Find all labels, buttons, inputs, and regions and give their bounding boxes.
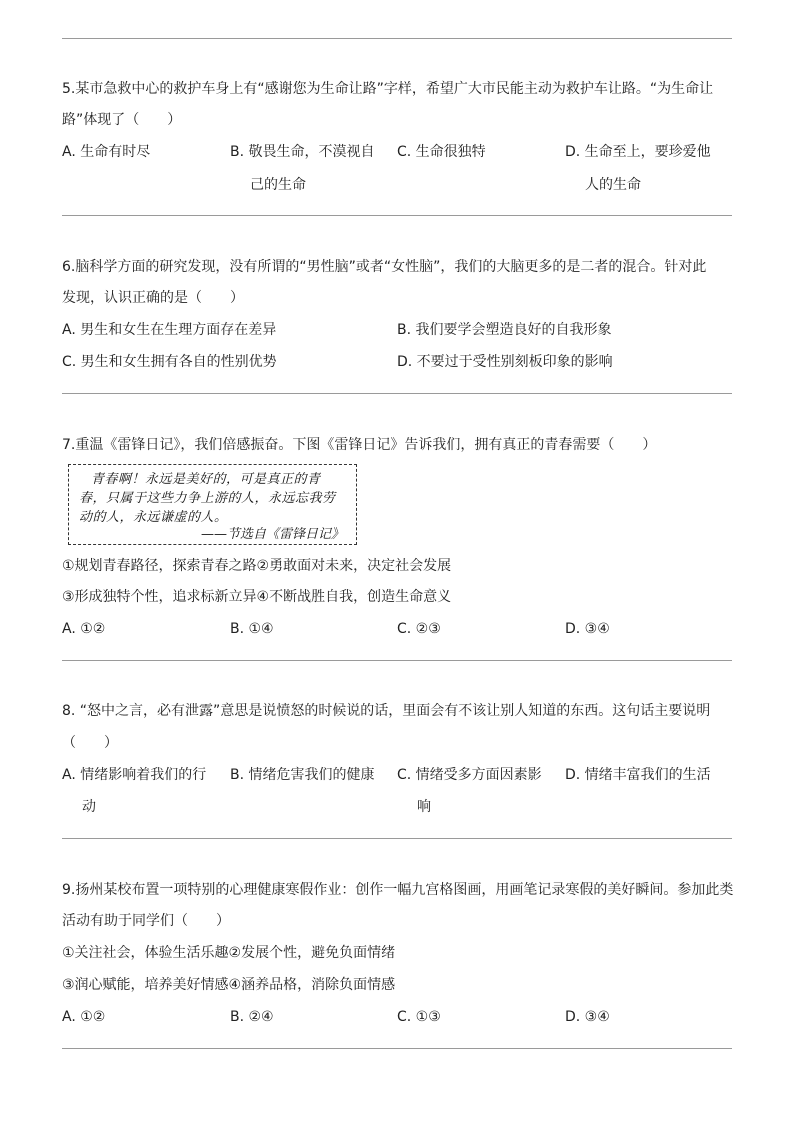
option-d[interactable]: D. ③④ bbox=[565, 1009, 610, 1025]
quote-line: 青春啊！永远是美好的，可是真正的青 bbox=[91, 472, 321, 487]
option-c[interactable]: C. 男生和女生拥有各自的性别优势 bbox=[62, 354, 277, 370]
question-stem-line: 活动有助于同学们（ ） bbox=[62, 913, 230, 929]
option-b[interactable]: B. 情绪危害我们的健康 bbox=[230, 767, 375, 783]
option-c[interactable]: C. ②③ bbox=[397, 621, 441, 637]
question-stem-line: 8. “怒中之言，必有泄露”意思是说愤怒的时候说的话，里面会有不该让别人知道的东西。这句话主要说明 bbox=[62, 703, 711, 719]
quote-source: ——节选自《雷锋日记》 bbox=[200, 527, 344, 542]
option-b[interactable]: B. ①④ bbox=[230, 621, 274, 637]
option-a[interactable]: A. 情绪影响着我们的行 bbox=[62, 767, 207, 783]
separator-top bbox=[62, 38, 732, 39]
separator-q8 bbox=[62, 838, 732, 839]
statement-line: ①规划青春路径，探索青春之路②勇敢面对未来，决定社会发展 bbox=[62, 558, 452, 574]
option-b[interactable]: B. 敬畏生命，不漠视自 bbox=[230, 144, 375, 160]
quote-line: 动的人，永远谦虚的人。 bbox=[79, 510, 228, 525]
separator-q7 bbox=[62, 660, 732, 661]
question-stem-line: 5.某市急救中心的救护车身上有“感谢您为生命让路”字样，希望广大市民能主动为救护车让路。“为生命让 bbox=[62, 81, 714, 97]
option-b[interactable]: B. ②④ bbox=[230, 1009, 274, 1025]
option-c[interactable]: C. 生命很独特 bbox=[397, 144, 486, 160]
option-d[interactable]: D. 生命至上，要珍爱他 bbox=[565, 144, 711, 160]
option-b-continued: 己的生命 bbox=[250, 177, 306, 193]
separator-q6 bbox=[62, 393, 732, 394]
separator-q9 bbox=[62, 1048, 732, 1049]
question-stem-line: 发现，认识正确的是（ ） bbox=[62, 290, 244, 306]
option-d[interactable]: D. ③④ bbox=[565, 621, 610, 637]
question-stem-line: 路”体现了（ ） bbox=[62, 112, 182, 128]
question-stem-line: 7.重温《雷锋日记》，我们倍感振奋。下图《雷锋日记》告诉我们，拥有真正的青春需要（ ） bbox=[62, 437, 657, 453]
statement-line: ③润心赋能，培养美好情感④涵养品格，消除负面情感 bbox=[62, 977, 396, 993]
option-a[interactable]: A. 生命有时尽 bbox=[62, 144, 151, 160]
option-b[interactable]: B. 我们要学会塑造良好的自我形象 bbox=[397, 322, 612, 338]
option-a[interactable]: A. ①② bbox=[62, 621, 106, 637]
option-d[interactable]: D. 不要过于受性别刻板印象的影响 bbox=[397, 354, 613, 370]
separator-q5 bbox=[62, 215, 732, 216]
question-stem-line: 9.扬州某校布置一项特别的心理健康寒假作业：创作一幅九宫格图画，用画笔记录寒假的美好瞬间。参加此类 bbox=[62, 882, 734, 898]
option-a[interactable]: A. 男生和女生在生理方面存在差异 bbox=[62, 322, 277, 338]
quote-line: 春，只属于这些力争上游的人，永远忘我劳 bbox=[79, 491, 336, 506]
diary-quote-box bbox=[68, 464, 357, 545]
question-stem-line: （ ） bbox=[62, 735, 118, 751]
option-d[interactable]: D. 情绪丰富我们的生活 bbox=[565, 767, 711, 783]
question-stem-line: 6.脑科学方面的研究发现，没有所谓的“男性脑”或者“女性脑”，我们的大脑更多的是二者的混合。针对此 bbox=[62, 259, 707, 275]
option-c[interactable]: C. 情绪受多方面因素影 bbox=[397, 767, 542, 783]
option-c[interactable]: C. ①③ bbox=[397, 1009, 441, 1025]
option-a-continued: 动 bbox=[82, 799, 96, 815]
option-a[interactable]: A. ①② bbox=[62, 1009, 106, 1025]
statement-line: ③形成独特个性，追求标新立异④不断战胜自我，创造生命意义 bbox=[62, 589, 452, 605]
option-c-continued: 响 bbox=[417, 799, 431, 815]
statement-line: ①关注社会，体验生活乐趣②发展个性，避免负面情绪 bbox=[62, 945, 396, 961]
option-d-continued: 人的生命 bbox=[585, 177, 641, 193]
